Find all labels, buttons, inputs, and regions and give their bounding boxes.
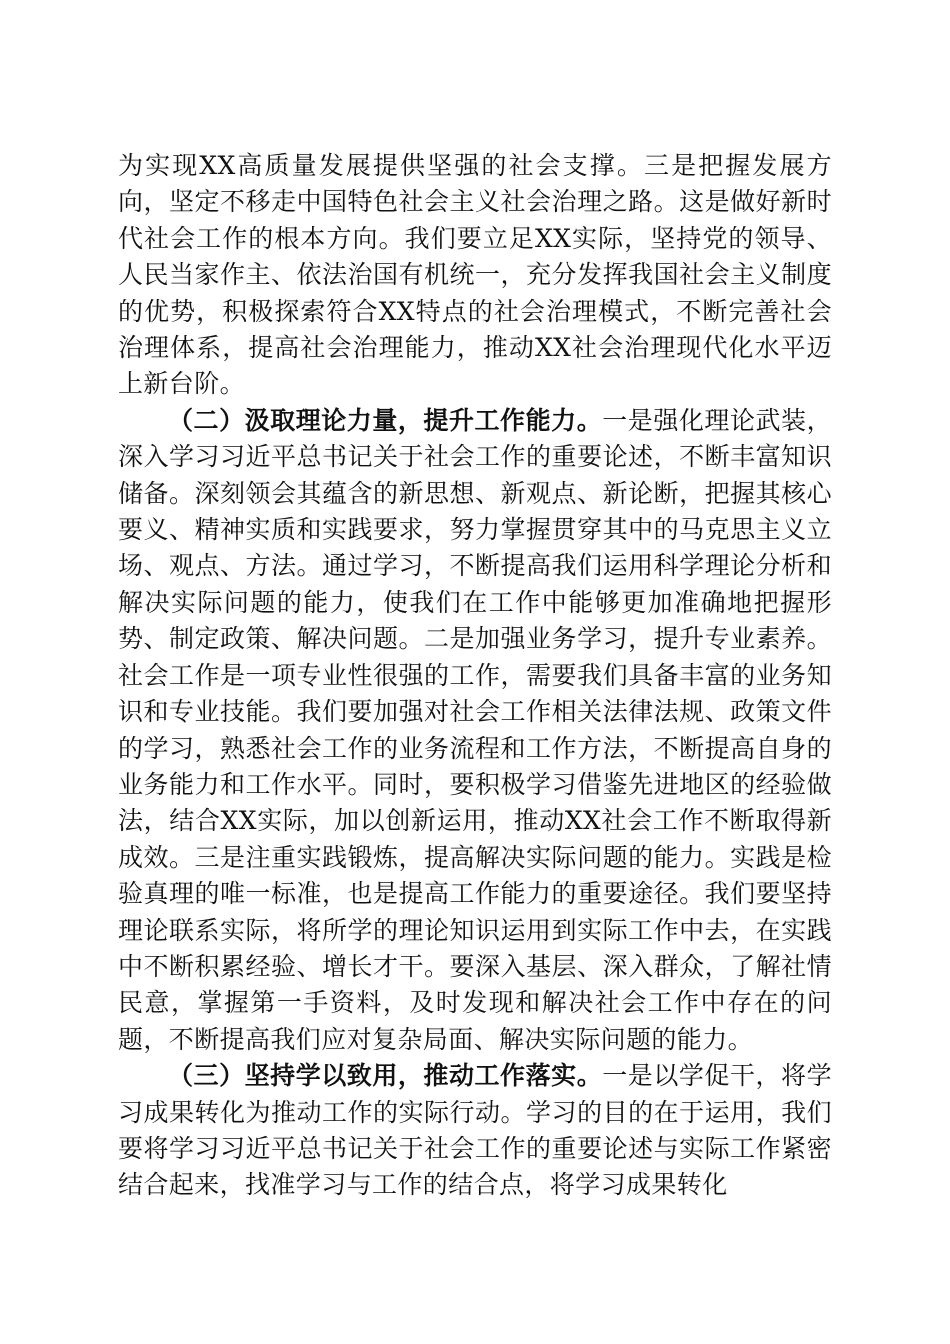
document-page [118, 148, 832, 1204]
section-heading-3: （三）坚持学以致用，推动工作落实。 [168, 1061, 603, 1091]
paragraph-3-text: 一是以学促干，将学习成果转化为推动工作的实际行动。学习的目的在于运用，我们要将学习习近平总书记关于社会工作的重要论述与实际工作紧密结合起来，找准学习与工作的结合点，将学习成果转化 [118, 1061, 832, 1200]
paragraph-1 [118, 148, 832, 403]
paragraph-2 [118, 403, 832, 1058]
paragraph-3 [118, 1058, 832, 1204]
section-heading-2: （二）汲取理论力量，提升工作能力。 [168, 405, 603, 435]
paragraph-2-text: 一是强化理论武装，深入学习习近平总书记关于社会工作的重要论述，不断丰富知识储备。深刻领会其蕴含的新思想、新观点、新论断，把握其核心要义、精神实质和实践要求，努力掌握贯穿其中的马克思主义立场、观点、方法。通过学习，不断提高我们运用科学理论分析和解决实际问题的能力，使我们在工作中能够更加准确地把握形势、制定政策、解决问题。二是加强业务学习，提升专业素养。社会工作是一项专业性很强的工作，需要我们具备丰富的业务知识和专业技能。我们要加强对社会工作相关法律法规、政策文件的学习，熟悉社会工作的业务流程和工作方法，不断提高自身的业务能力和工作水平。同时，要积极学习借鉴先进地区的经验做法，结合XX实际，加以创新运用，推动XX社会工作不断取得新成效。三是注重实践锻炼，提高解决实际问题的能力。实践是检验真理的唯一标准，也是提高工作能力的重要途径。我们要坚持理论联系实际，将所学的理论知识运用到实际工作中去，在实践中不断积累经验、增长才干。要深入基层、深入群众，了解社情民意，掌握第一手资料，及时发现和解决社会工作中存在的问题，不断提高我们应对复杂局面、解决实际问题的能力。 [118, 405, 832, 1054]
paragraph-1-text: 为实现XX高质量发展提供坚强的社会支撑。三是把握发展方向，坚定不移走中国特色社会主义社会治理之路。这是做好新时代社会工作的根本方向。我们要立足XX实际，坚持党的领导、人民当家作主、依法治国有机统一，充分发挥我国社会主义制度的优势，积极探索符合XX特点的社会治理模式，不断完善社会治理体系，提高社会治理能力，推动XX社会治理现代化水平迈上新台阶。 [118, 151, 832, 399]
